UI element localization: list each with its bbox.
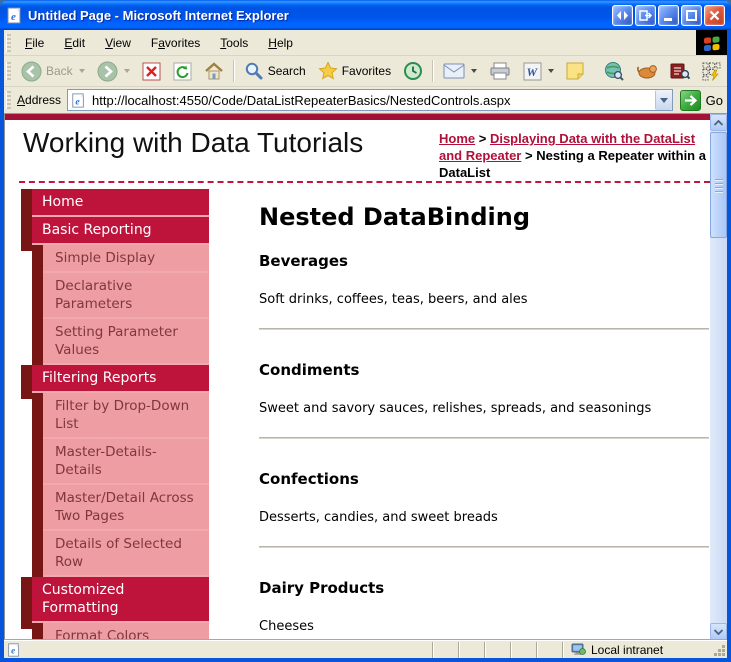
page-title: Nested DataBinding: [259, 203, 530, 231]
ie-page-icon: [7, 643, 21, 657]
addressbar-grip[interactable]: [6, 91, 11, 109]
page-top-bar: [5, 114, 710, 120]
breadcrumb-sep: >: [521, 147, 537, 163]
research-globe-icon: [604, 61, 624, 81]
status-pane: [432, 642, 458, 658]
address-bar: [4, 87, 727, 114]
breadcrumb-link-home[interactable]: Home: [439, 131, 476, 146]
notes-button[interactable]: [560, 58, 590, 84]
sidebar-item-filter-by-drop-down-list[interactable]: [43, 393, 209, 439]
mail-icon: [443, 63, 465, 79]
menu-favorites[interactable]: Favorites: [150, 35, 201, 50]
category-divider: [259, 328, 709, 330]
breadcrumb: [439, 131, 709, 182]
sidebar-item-basic-reporting[interactable]: [32, 217, 209, 245]
main-content: [259, 203, 709, 640]
window-title: Untitled Page - Microsoft Internet Explorer: [28, 7, 289, 23]
history-button[interactable]: [397, 57, 429, 85]
sidebar-item-label: Master-Details-Details: [55, 444, 157, 478]
minimize-button[interactable]: [658, 5, 679, 26]
security-zone-pane: [562, 642, 712, 658]
favorites-star-icon: [318, 61, 338, 81]
forward-icon: [97, 61, 118, 82]
category-name: Beverages: [259, 252, 348, 270]
forward-dropdown-icon[interactable]: [124, 69, 130, 73]
chevron-up-icon: [714, 120, 723, 126]
edit-dropdown-icon[interactable]: [548, 69, 554, 73]
refresh-button[interactable]: [167, 58, 198, 85]
window-arrows-button[interactable]: [612, 5, 633, 26]
sidebar-item-label: Customized Formatting: [42, 582, 125, 616]
scroll-down-button[interactable]: [710, 623, 727, 640]
dog-button[interactable]: [630, 58, 664, 84]
home-button[interactable]: [198, 58, 230, 85]
book-search-icon: [670, 62, 690, 80]
favorites-label: Favorites: [341, 64, 392, 78]
address-field[interactable]: [67, 89, 673, 111]
sidebar-item-simple-display[interactable]: [43, 245, 209, 273]
stop-icon: [142, 62, 161, 81]
favorites-button[interactable]: [312, 57, 397, 85]
vertical-scrollbar[interactable]: [710, 114, 727, 640]
breadcrumb-sep: >: [475, 131, 490, 146]
window-popout-button[interactable]: [635, 5, 656, 26]
sidebar-item-label: Format Colors: [55, 628, 150, 640]
close-button[interactable]: [704, 5, 725, 26]
go-button[interactable]: [680, 90, 701, 111]
address-dropdown-button[interactable]: [655, 90, 672, 110]
svg-text:e: e: [75, 95, 80, 107]
title-bar[interactable]: [0, 0, 731, 30]
category-description: Cheeses: [259, 619, 314, 634]
forward-button[interactable]: [91, 57, 136, 86]
local-intranet-icon: [571, 643, 586, 656]
status-main-pane: [4, 643, 432, 657]
sidebar-item-setting-parameter-values[interactable]: [43, 319, 209, 365]
scrollbar-thumb[interactable]: [710, 132, 727, 238]
category-description: Desserts, candies, and sweet breads: [259, 510, 498, 525]
toolbar-separator: [432, 60, 434, 82]
category-beverages: [259, 252, 709, 330]
windows-flag-throbber-icon: [696, 30, 727, 55]
category-divider: [259, 437, 709, 439]
print-button[interactable]: [483, 58, 517, 84]
status-pane: [536, 642, 562, 658]
back-icon: [21, 61, 42, 82]
browser-viewport: [4, 114, 727, 640]
header-divider: [19, 181, 710, 183]
category-divider: [259, 546, 709, 548]
sidebar-item-filtering-reports[interactable]: [32, 365, 209, 393]
address-input[interactable]: [90, 92, 655, 109]
dog-icon: [636, 62, 658, 80]
scrollbar-grip-icon: [715, 179, 723, 193]
research-button[interactable]: [598, 57, 630, 85]
category-name: Dairy Products: [259, 579, 385, 597]
status-pane: [484, 642, 510, 658]
sidebar-item-master-details-details[interactable]: [43, 439, 209, 485]
notes-icon: [566, 62, 584, 80]
category-description: Soft drinks, coffees, teas, beers, and ales: [259, 292, 528, 307]
sidebar-item-label: Details of Selected Row: [55, 536, 182, 570]
grid-lightning-button[interactable]: [696, 58, 727, 85]
toolbar-grip[interactable]: [6, 62, 11, 80]
book-search-button[interactable]: [664, 58, 696, 84]
standard-toolbar: [4, 56, 727, 87]
category-name: Condiments: [259, 361, 360, 379]
chevron-down-icon: [660, 98, 668, 103]
back-button[interactable]: [15, 57, 91, 86]
menu-bar: [4, 30, 727, 56]
sidebar-item-label: Declarative Parameters: [55, 278, 133, 312]
search-label: Search: [267, 64, 306, 78]
home-icon: [204, 62, 224, 81]
back-dropdown-icon[interactable]: [79, 69, 85, 73]
sidebar-item-master-detail-across-two-pages[interactable]: [43, 485, 209, 531]
sidebar-item-details-of-selected-row[interactable]: [43, 531, 209, 577]
stop-button[interactable]: [136, 58, 167, 85]
svg-text:W: W: [526, 64, 538, 79]
sidebar-item-label: Simple Display: [55, 250, 156, 266]
toolbar-separator: [233, 60, 235, 82]
breadcrumb-link-displaying-data-with-the-datalist-and-repeater[interactable]: Displaying Data with the DataList and Repeater: [439, 131, 696, 163]
category-name: Confections: [259, 470, 359, 488]
ie-page-icon: [71, 93, 86, 108]
zone-label: Local intranet: [591, 642, 664, 657]
svg-text:e: e: [11, 10, 16, 23]
svg-text:e: e: [11, 645, 16, 656]
category-description: Sweet and savory sauces, relishes, spreads, and seasonings: [259, 401, 652, 416]
history-icon: [403, 61, 423, 81]
category-dairy-products: [259, 579, 709, 640]
sidebar-item-home[interactable]: [32, 189, 209, 217]
sidebar-item-label: Filter by Drop-Down List: [55, 398, 190, 432]
status-bar: [4, 640, 727, 658]
menu-help[interactable]: Help: [268, 35, 293, 50]
status-pane: [510, 642, 536, 658]
ie-page-icon: [6, 7, 23, 24]
sidebar-item-declarative-parameters[interactable]: [43, 273, 209, 319]
search-icon: [244, 61, 264, 81]
sidebar-item-label: Home: [42, 194, 84, 210]
resize-grip[interactable]: [712, 642, 727, 658]
sidebar-item-format-colors[interactable]: [43, 623, 209, 640]
go-arrow-icon: [684, 95, 697, 106]
breadcrumb-current: Nesting a Repeater within a DataList: [439, 147, 706, 180]
menubar-grip[interactable]: [6, 34, 11, 52]
menu-edit[interactable]: Edit: [64, 35, 86, 50]
search-button[interactable]: [238, 57, 312, 85]
menu-tools[interactable]: Tools: [220, 35, 249, 50]
sidebar-item-label: Basic Reporting: [42, 222, 152, 238]
scroll-up-button[interactable]: [710, 114, 727, 131]
back-label: Back: [46, 64, 73, 78]
edit-word-icon: [523, 62, 542, 81]
menu-view[interactable]: View: [105, 35, 131, 50]
address-label: Address: [17, 93, 62, 107]
category-condiments: [259, 361, 709, 439]
menu-file[interactable]: File: [25, 35, 45, 50]
edit-word-button[interactable]: [517, 58, 560, 85]
maximize-button[interactable]: [681, 5, 702, 26]
go-label: Go: [705, 92, 723, 108]
mail-button[interactable]: [437, 59, 483, 83]
sidebar-item-label: Setting Parameter Values: [55, 324, 178, 358]
category-confections: [259, 470, 709, 548]
chevron-down-icon: [714, 629, 723, 635]
sidebar-item-label: Filtering Reports: [42, 370, 157, 386]
web-page: [5, 114, 710, 640]
grid-lightning-icon: [702, 62, 721, 81]
sidebar-menu: [21, 189, 209, 640]
status-pane: [458, 642, 484, 658]
site-title: Working with Data Tutorials: [23, 127, 364, 158]
sidebar-item-label: Master/Detail Across Two Pages: [55, 490, 194, 524]
mail-dropdown-icon[interactable]: [471, 69, 477, 73]
print-icon: [489, 62, 511, 80]
sidebar-item-customized-formatting[interactable]: [32, 577, 209, 623]
refresh-icon: [173, 62, 192, 81]
